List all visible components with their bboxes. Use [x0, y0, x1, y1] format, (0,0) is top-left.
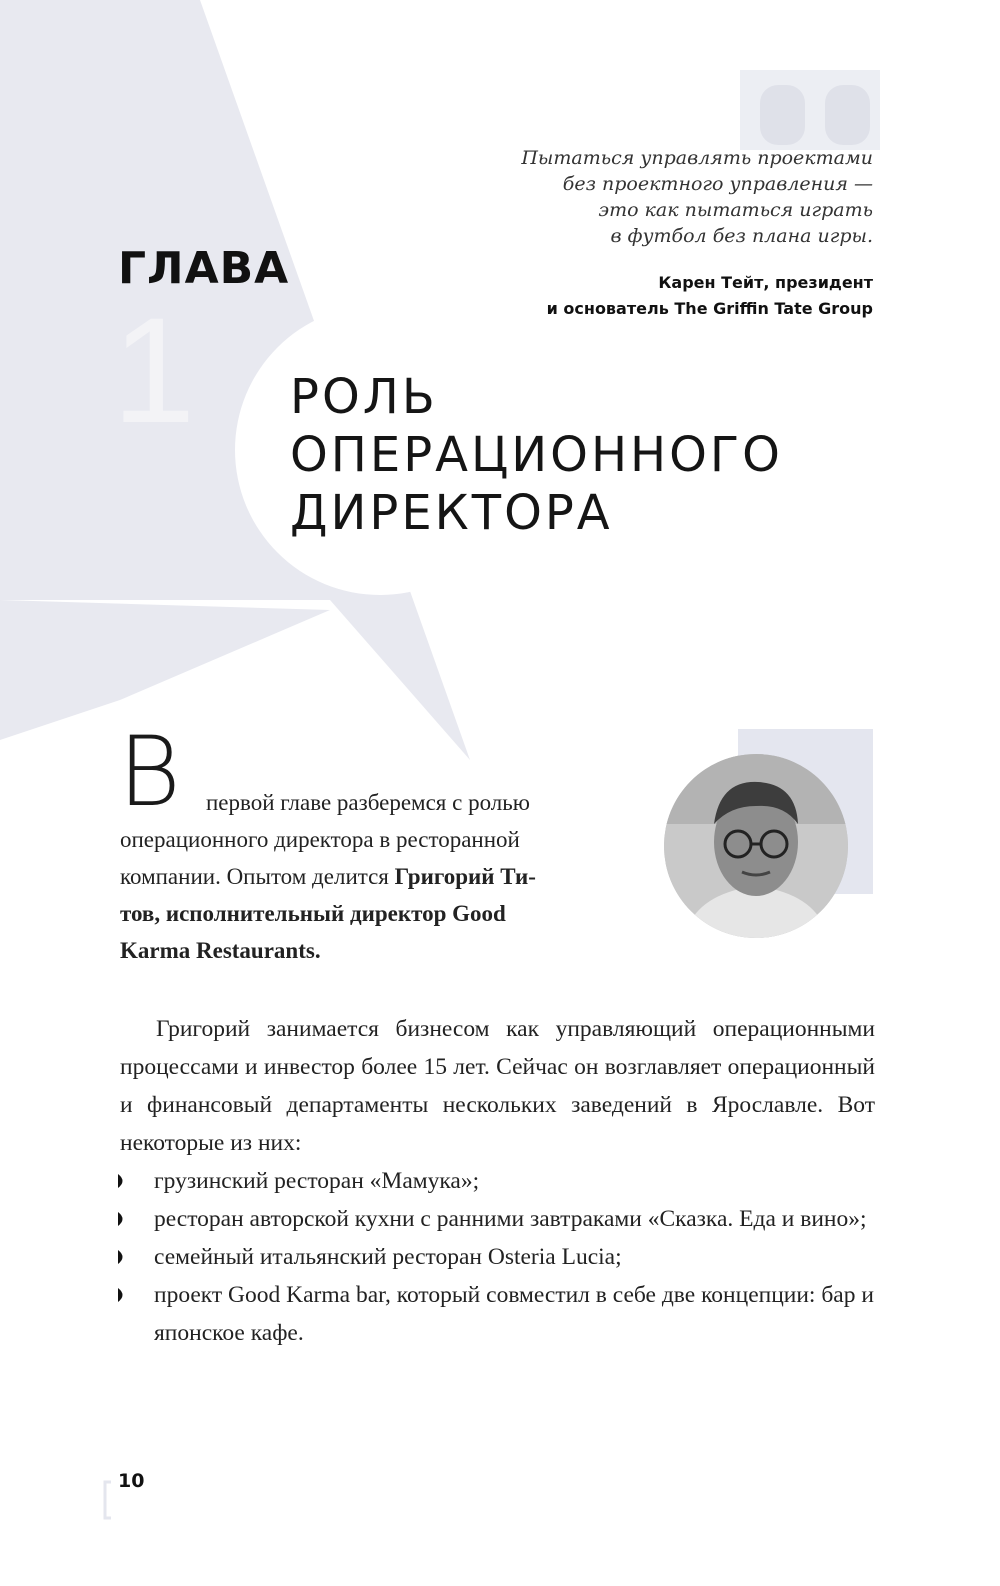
list-item	[120, 1276, 875, 1352]
epigraph-quote	[413, 145, 873, 249]
quote-mark-left	[760, 85, 805, 145]
list-item-text: ресторан авторской кухни с ранними завтраками «Сказка. Еда и вино»;	[154, 1206, 867, 1232]
author-photo	[664, 754, 848, 938]
author-company: Karma Restaurants.	[120, 938, 321, 963]
list-item	[120, 1162, 875, 1200]
body-text	[120, 1010, 875, 1352]
intro-line: первой главе разберемся с ролью	[206, 790, 530, 815]
quote-attribution	[413, 270, 873, 322]
list-item	[120, 1200, 875, 1238]
quote-line: это как пытаться играть	[598, 199, 873, 221]
intro-line	[120, 932, 623, 969]
bullet-icon	[118, 1212, 127, 1226]
drop-cap: В	[118, 716, 181, 828]
quote-mark-right	[825, 85, 870, 145]
author-name: Григорий Ти-	[394, 864, 536, 889]
chapter-title	[290, 368, 783, 542]
quote-line: Пытаться управлять проектами	[521, 147, 873, 169]
intro-paragraph	[120, 784, 623, 969]
body-paragraph: Григорий занимается бизнесом как управляющий операционными процессами и инвестор более 15 лет. Сейчас он возглавляет операционный и финансовый департаменты нескольких заведений в Ярославле. Вот некоторые из них:	[120, 1016, 875, 1156]
list-item	[120, 1238, 875, 1276]
restaurant-list	[120, 1162, 875, 1352]
attribution-line: и основатель The Griffin Tate Group	[546, 299, 873, 318]
list-item-text: семейный итальянский ресторан Osteria Lucia;	[154, 1244, 622, 1270]
quote-line: в футбол без плана игры.	[610, 225, 873, 247]
list-item-text: проект Good Karma bar, который совместил в себе две концепции: бар и японское кафе.	[154, 1282, 874, 1346]
quote-line: без проектного управления —	[562, 173, 873, 195]
chapter-title-line: ОПЕРАЦИОННОГО	[290, 427, 783, 483]
author-role: тов, исполнительный директор Good	[120, 901, 506, 926]
corner-mark	[103, 1480, 113, 1520]
bullet-icon	[118, 1174, 127, 1188]
intro-text: компании. Опытом делится	[120, 864, 395, 889]
page-number: 10	[118, 1470, 145, 1492]
bullet-icon	[118, 1288, 127, 1302]
attribution-line: Карен Тейт, президент	[658, 273, 873, 292]
chapter-title-line: РОЛЬ	[290, 369, 438, 425]
portrait-image	[664, 754, 848, 938]
intro-line: операционного директора в ресторанной	[120, 827, 520, 852]
intro-line	[120, 895, 623, 932]
chapter-number: 1	[112, 286, 196, 454]
chapter-title-line: ДИРЕКТОРА	[290, 485, 613, 541]
bullet-icon	[118, 1250, 127, 1264]
intro-line	[120, 858, 623, 895]
list-item-text: грузинский ресторан «Мамука»;	[154, 1168, 480, 1194]
chapter-label: ГЛАВА	[118, 243, 290, 294]
